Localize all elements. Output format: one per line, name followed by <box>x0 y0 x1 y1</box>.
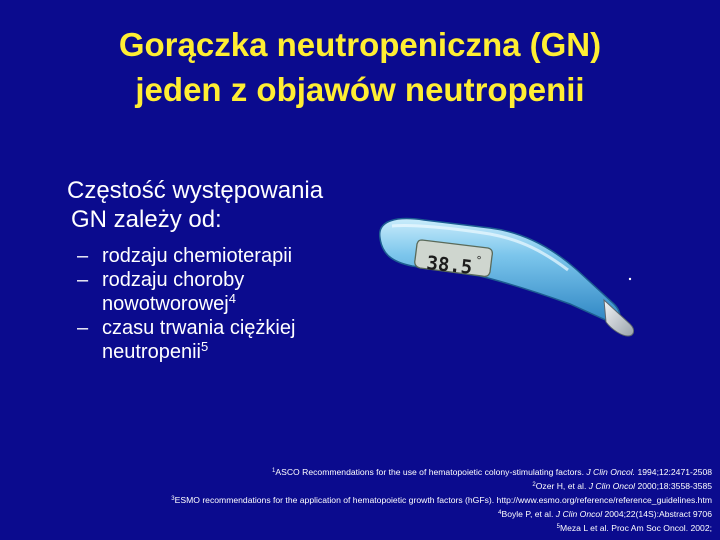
thermometer-reading: 38.5 <box>425 252 474 279</box>
bullet-text: czasu trwania ciężkiej <box>102 317 296 339</box>
title-line-1: Gorączka neutropeniczna (GN) <box>118 26 602 63</box>
bullet-dash: – <box>77 269 89 291</box>
reference-marker: 4 <box>228 291 236 306</box>
bullet-item-chemotherapy <box>77 244 377 268</box>
slide-title <box>30 22 690 112</box>
reference-1: $^1$ASCO Recommendations for the use of hematopoietic colony-stimulating factors. J Clin Oncol. 1994;12:2471-2508 <box>272 467 712 477</box>
references <box>12 465 712 535</box>
thermometer-icon <box>372 212 640 377</box>
thermometer-degree-mark: ° <box>475 253 482 268</box>
reference-3: $^3$ESMO recommendations for the application of hematopoietic growth factors (hGFs). http://www.esmo.org/reference/reference_guidelines.htm <box>171 495 712 505</box>
bullet-list <box>77 244 377 364</box>
bullet-text-cont: nowotworowej <box>102 293 229 315</box>
bullet-text: rodzaju choroby <box>102 269 245 291</box>
reference-marker: 5 <box>200 339 209 354</box>
bullet-item-duration <box>77 316 377 364</box>
reference-4: $^4$Boyle P, et al. J Clin Oncol 2004;22(14S):Abstract 9706 <box>498 509 712 519</box>
lead-text <box>67 176 397 234</box>
bullet-dash: – <box>77 245 89 267</box>
reference-5: $^5$Meza L et al. Proc Am Soc Oncol. 2002; <box>556 523 712 533</box>
lead-line-1: Częstość występowania <box>67 177 324 204</box>
lead-line-2: GN zależy od: <box>71 206 222 233</box>
bullet-text-cont: neutropenii <box>102 341 201 363</box>
title-line-2: jeden z objawów neutropenii <box>135 71 585 108</box>
bullet-item-disease <box>77 268 377 316</box>
bullet-text: rodzaju chemioterapii <box>102 245 293 267</box>
bullet-dash: – <box>77 317 89 339</box>
reference-2: $^2$Ozer H, et al. J Clin Oncol 2000;18:3558-3585 <box>532 481 712 491</box>
